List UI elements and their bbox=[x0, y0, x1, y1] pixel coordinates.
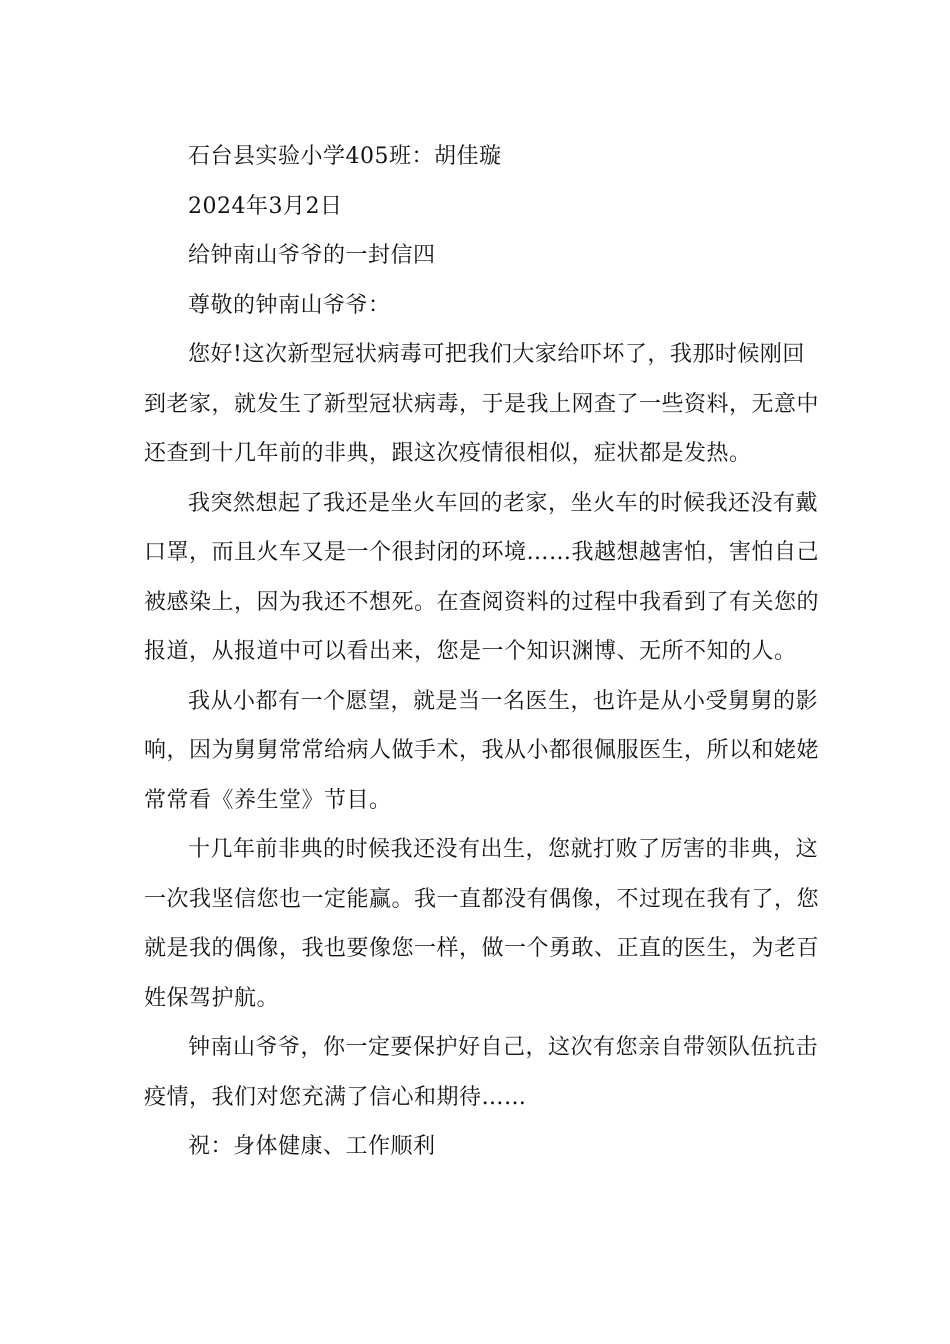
salutation: 尊敬的钟南山爷爷： bbox=[188, 292, 391, 318]
paragraph: 您好!这次新型冠状病毒可把我们大家给吓坏了，我那时候刚回到老家，就发生了新型冠状病毒，于是我上网查了一些资料，无意中还查到十几年前的非典，跟这次疫情很相似，症状都是发热。 bbox=[144, 342, 820, 466]
paragraph: 我从小都有一个愿望，就是当一名医生，也许是从小受舅舅的影响，因为舅舅常常给病人做手术，我从小都很佩服医生，所以和姥姥常常看《养生堂》节目。 bbox=[144, 688, 820, 813]
closing-line: 祝：身体健康、工作顺利 bbox=[188, 1134, 436, 1159]
letter-title: 给钟南山爷爷的一封信四 bbox=[188, 243, 436, 268]
paragraph: 钟南山爷爷，你一定要保护好自己，这次有您亲自带领队伍抗击疫情，我们对您充满了信心和期待…… bbox=[144, 1035, 819, 1110]
paragraph: 我突然想起了我还是坐火车回的老家，坐火车的时候我还没有戴口罩，而且火车又是一个很封闭的环境……我越想越害怕，害怕自己被感染上，因为我还不想死。在查阅资料的过程中我看到了有关您的报道，从报道中可以看出来，您是一个知识渊博、无所不知的人。 bbox=[144, 490, 820, 664]
letter-body bbox=[144, 132, 824, 1172]
date-line: 2024年3月2日 bbox=[188, 193, 343, 219]
author-line: 石台县实验小学405班：胡佳璇 bbox=[188, 144, 502, 169]
paragraph: 十几年前非典的时候我还没有出生，您就打败了厉害的非典，这一次我坚信您也一定能赢。我一直都没有偶像，不过现在我有了，您就是我的偶像，我也要像您一样，做一个勇敢、正直的医生，为老百姓保驾护航。 bbox=[144, 837, 820, 1011]
